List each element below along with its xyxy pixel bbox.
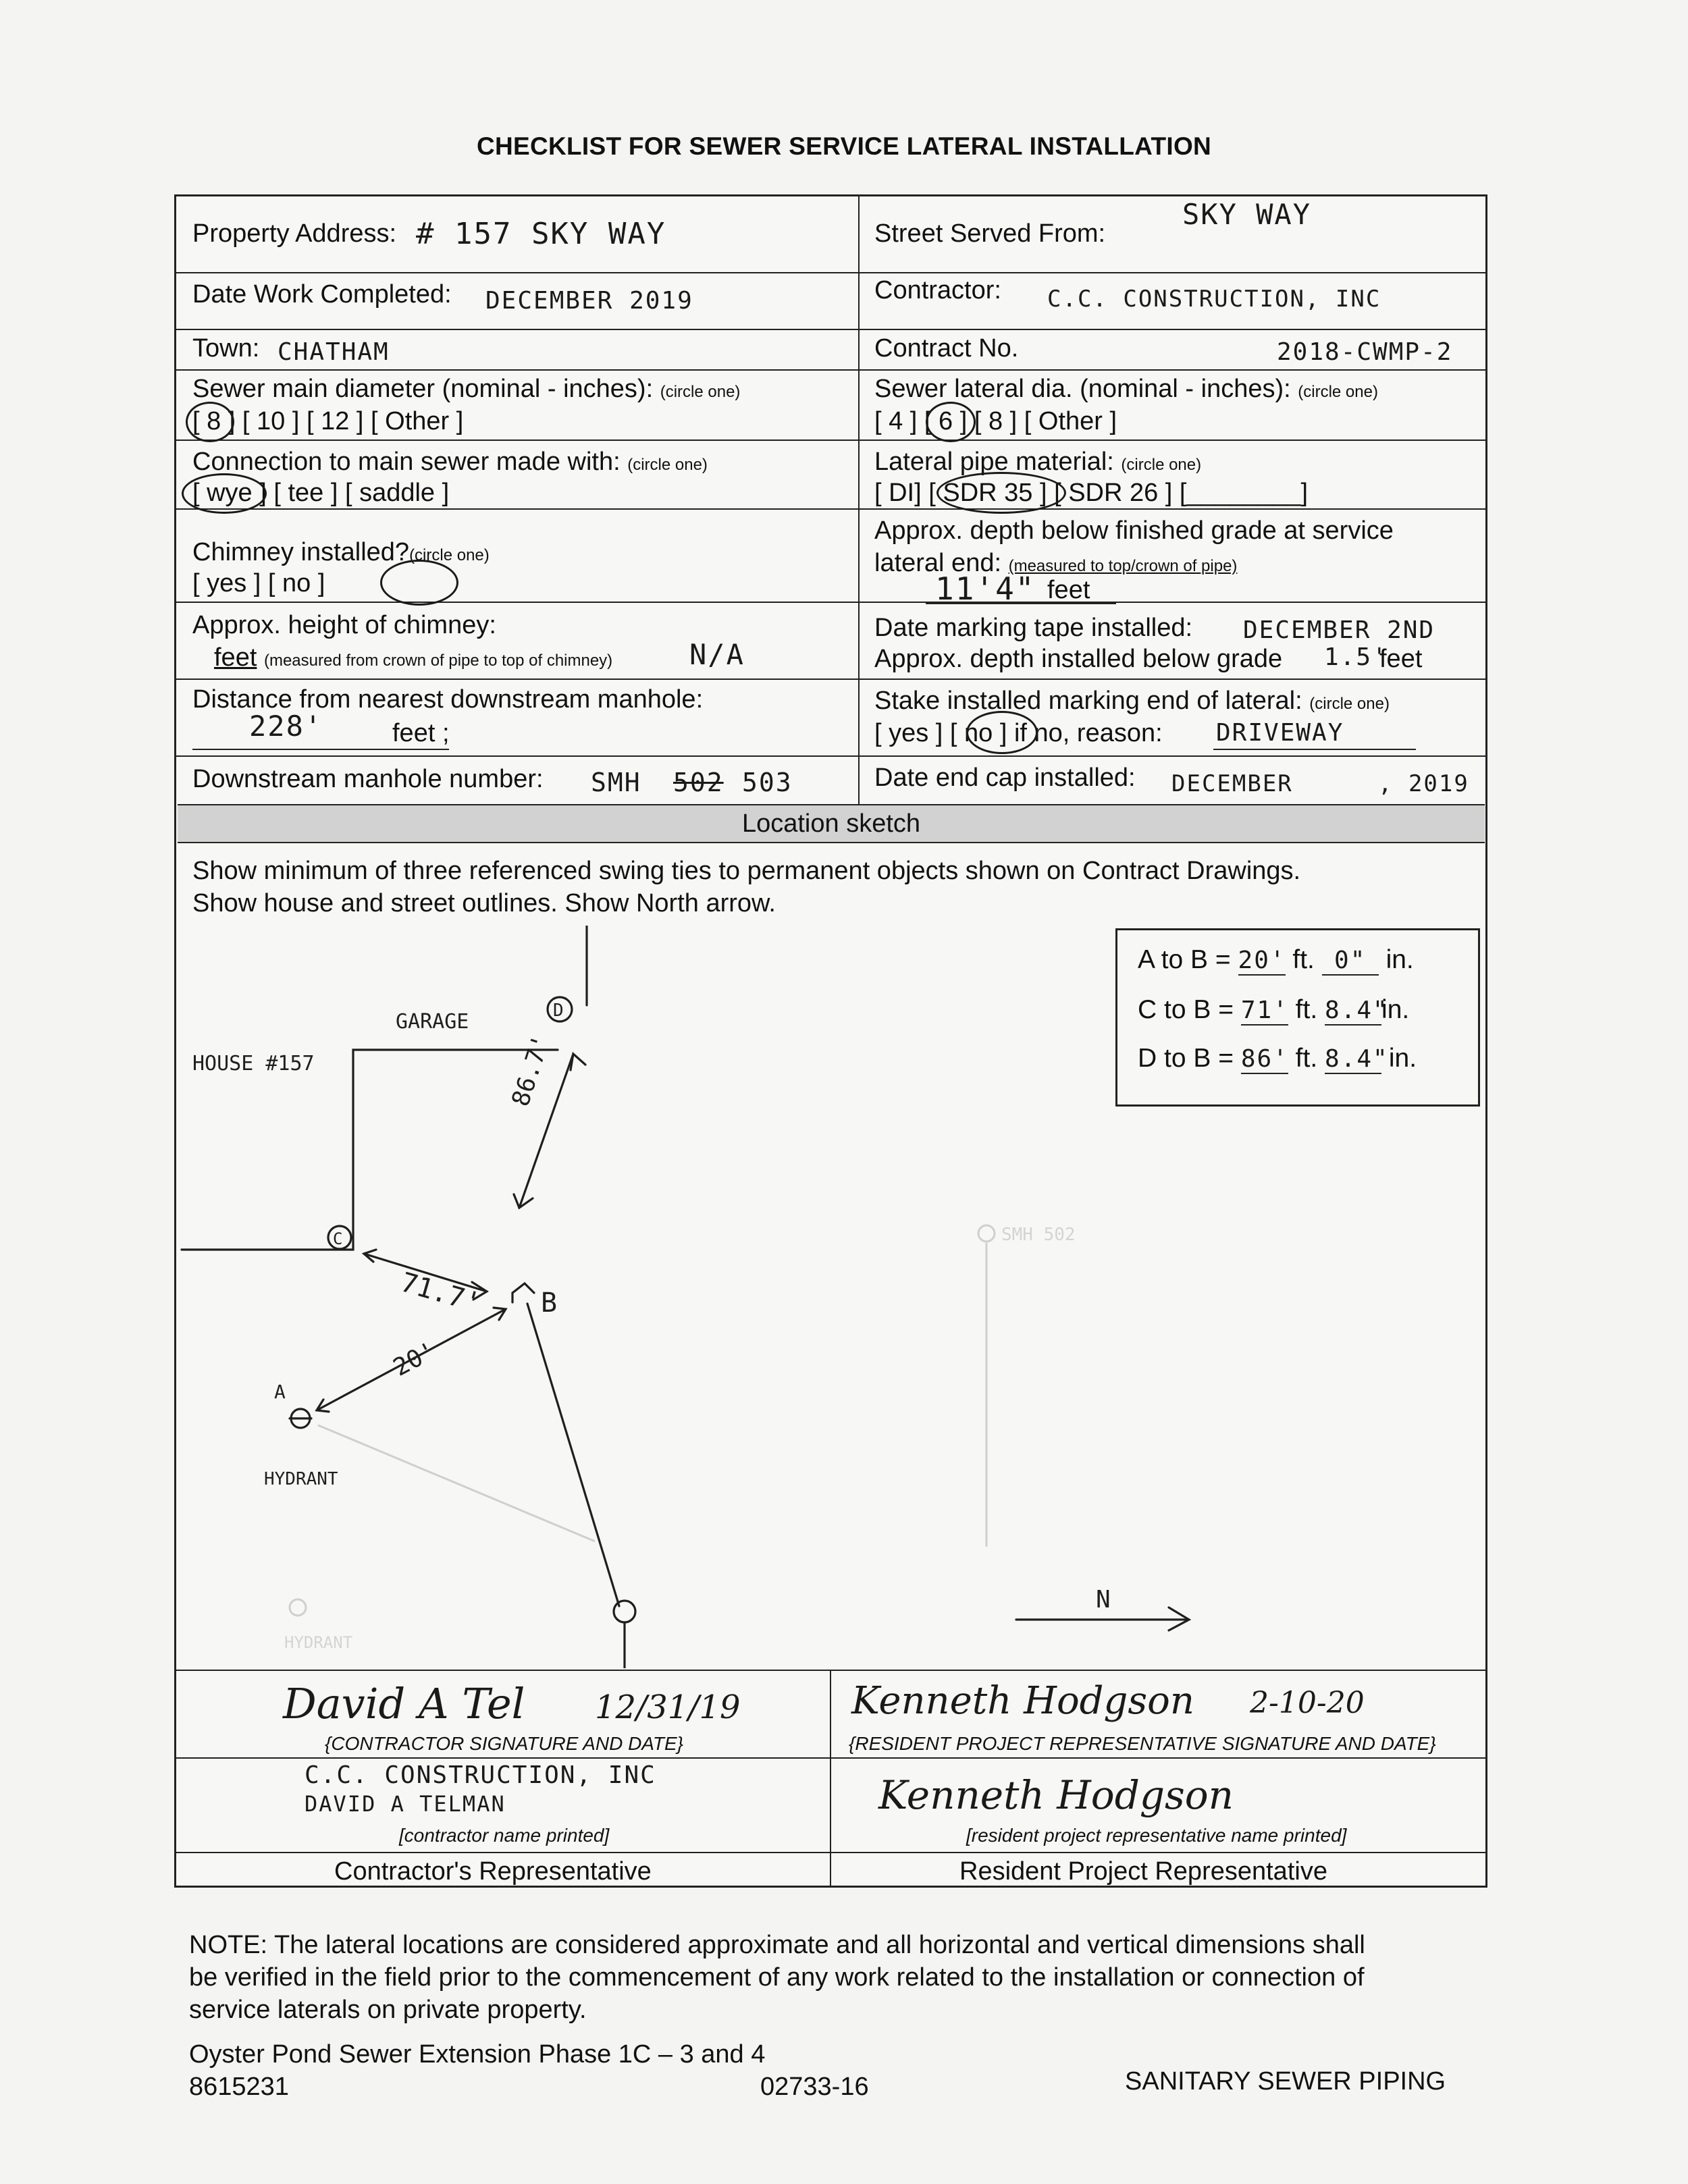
- contract-no-value: 2018-CWMP-2: [1277, 338, 1453, 366]
- tape-depth-value: 1.5': [1324, 643, 1388, 671]
- resident-signature: Kenneth Hodgson: [851, 1679, 1194, 1723]
- tie-d-to-b: [1138, 1044, 1417, 1074]
- row-divider: [176, 369, 1486, 371]
- point-a-label: A: [274, 1381, 286, 1403]
- sewer-lateral-dia-label: [874, 375, 1378, 404]
- contract-no-label: Contract No.: [874, 334, 1019, 363]
- chimney-height-value: N/A: [689, 638, 745, 671]
- resident-name-caption: [resident project representative name printed]: [966, 1825, 1347, 1846]
- row-divider: [176, 755, 1486, 757]
- tie-c-to-b: [1138, 995, 1409, 1026]
- contractor-signature-caption: {CONTRACTOR SIGNATURE AND DATE}: [325, 1733, 684, 1754]
- circle-one-note: (circle one): [660, 383, 741, 401]
- marking-tape-label: Date marking tape installed:: [874, 614, 1193, 642]
- row-divider: [176, 329, 1486, 330]
- chimney-height-label: Approx. height of chimney:: [192, 611, 496, 639]
- point-c-label: C: [333, 1229, 343, 1248]
- row-divider: [176, 678, 1486, 680]
- contractor-name-line2: DAVID A TELMAN: [305, 1791, 506, 1817]
- sketch-instruction-1: Show minimum of three referenced swing ties to permanent objects shown on Contract Drawings.: [192, 857, 1301, 885]
- tie-in-unit: in.: [1381, 995, 1410, 1024]
- tie-db-feet: 86': [1240, 1045, 1289, 1073]
- row-divider: [176, 272, 1486, 273]
- point-d-label: D: [553, 1001, 564, 1021]
- project-number: 8615231: [189, 2073, 289, 2101]
- point-b-label: B: [541, 1287, 558, 1319]
- circle-mark-6: [926, 402, 976, 442]
- tie-in-unit: in.: [1386, 945, 1414, 974]
- note-line-3: service laterals on private property.: [189, 1996, 587, 2024]
- marking-tape-value: DECEMBER 2ND: [1243, 616, 1435, 644]
- location-sketch-banner: Location sketch: [178, 804, 1485, 843]
- faded-manhole-symbol: [978, 1225, 995, 1242]
- resident-name-printed: Kenneth Hodgson: [878, 1772, 1234, 1818]
- form-title: CHECKLIST FOR SEWER SERVICE LATERAL INSTALLATION: [476, 132, 1212, 160]
- connection-text: Connection to main sewer made with:: [192, 448, 621, 476]
- chimney-height-row: [214, 643, 612, 672]
- stake-label: [874, 687, 1390, 716]
- lateral-end-text: lateral end:: [874, 549, 1002, 577]
- resident-representative-label: Resident Project Representative: [959, 1857, 1327, 1886]
- column-divider: [830, 1670, 831, 1886]
- circle-mark-no: [380, 560, 458, 606]
- end-cap-label: Date end cap installed:: [874, 764, 1136, 792]
- dim-d-b-label: 86.7': [506, 1032, 556, 1110]
- sewer-lateral-dia-options: [ 4 ] [ 6 ] [ 8 ] [ Other ]: [874, 407, 1117, 435]
- north-label: N: [1096, 1586, 1111, 1614]
- circle-one-note: (circle one): [409, 546, 490, 564]
- connection-options: [ wye ] [ tee ] [ saddle ]: [192, 479, 450, 507]
- tie-ab-inches: 0": [1322, 947, 1379, 976]
- project-name: Oyster Pond Sewer Extension Phase 1C – 3 and 4: [189, 2040, 766, 2069]
- tie-ab-label: A to B =: [1138, 945, 1231, 974]
- service-depth-label: Approx. depth below finished grade at service: [874, 516, 1394, 545]
- lateral-material-label: [874, 448, 1201, 477]
- spec-section: 02733-16: [760, 2073, 869, 2101]
- manhole-number-label: Downstream manhole number:: [192, 765, 544, 793]
- sewer-main-diameter-label: [192, 375, 740, 404]
- row-divider: [176, 1852, 1486, 1853]
- sewer-main-diameter-text: Sewer main diameter (nominal - inches):: [192, 375, 654, 403]
- faded-manhole-label: SMH 502: [1001, 1225, 1076, 1245]
- resident-signature-date: 2-10-20: [1250, 1686, 1365, 1720]
- stake-options-text: [ yes ] [ no ]: [874, 719, 1007, 747]
- contractor-signature-date: 12/31/19: [595, 1688, 741, 1726]
- tie-ft-unit: ft.: [1295, 995, 1318, 1024]
- circle-mark-8: [186, 402, 234, 442]
- swing-ties-box: [1115, 928, 1480, 1107]
- tie-cb-feet: 71': [1240, 996, 1289, 1024]
- manhole-number-value: 503: [742, 768, 793, 797]
- property-address-value: # 157 SKY WAY: [416, 217, 666, 251]
- circle-mark-stake-no: [966, 711, 1038, 754]
- street-served-value: SKY WAY: [1182, 198, 1312, 231]
- contractor-value: C.C. CONSTRUCTION, INC: [1047, 286, 1381, 313]
- tie-ft-unit: ft.: [1292, 945, 1315, 974]
- column-divider: [858, 196, 860, 804]
- chimney-options: [ yes ] [ no ]: [192, 569, 325, 597]
- service-depth-value: 11'4": [935, 570, 1036, 607]
- connection-label: [192, 448, 708, 477]
- underline: [1213, 749, 1416, 750]
- sewer-main-diameter-options: [ 8 ] [ 10 ] [ 12 ] [ Other ]: [192, 407, 464, 435]
- circle-one-note: (circle one): [1121, 456, 1202, 474]
- row-divider: [176, 1757, 1486, 1759]
- faded-hydrant-symbol: [290, 1599, 306, 1616]
- lateral-material-options: [ DI] [ SDR 35 ] [ SDR 26 ] [________]: [874, 479, 1309, 507]
- house-label: HOUSE #157: [192, 1052, 315, 1075]
- end-cap-value: DECEMBER: [1171, 770, 1293, 797]
- chimney-text: Chimney installed?: [192, 538, 410, 566]
- manhole-prefix: SMH: [591, 768, 641, 797]
- underline: [926, 603, 1116, 604]
- hydrant-label: HYDRANT: [264, 1469, 338, 1489]
- chimney-label: [192, 538, 490, 567]
- underline: [192, 749, 449, 750]
- garage-label: GARAGE: [396, 1010, 469, 1034]
- tape-depth-unit: feet: [1379, 645, 1423, 673]
- chimney-height-note: (measured from crown of pipe to top of chimney): [263, 651, 613, 670]
- town-value: CHATHAM: [278, 338, 390, 366]
- tie-ft-unit: ft.: [1295, 1044, 1318, 1073]
- contractor-signature: David A Tel: [283, 1679, 525, 1728]
- circle-mark-sdr35: [937, 472, 1066, 514]
- spec-category: SANITARY SEWER PIPING: [1125, 2067, 1446, 2096]
- row-divider: [176, 440, 1486, 441]
- sewer-lateral-dia-text: Sewer lateral dia. (nominal - inches):: [874, 375, 1291, 403]
- property-address-label: Property Address:: [192, 219, 397, 248]
- resident-signature-caption: {RESIDENT PROJECT REPRESENTATIVE SIGNATURE AND DATE}: [849, 1733, 1436, 1754]
- tie-db-inches: 8.4": [1325, 1045, 1389, 1073]
- lateral-material-text: Lateral pipe material:: [874, 448, 1114, 476]
- tie-cb-inches: 8.4": [1325, 996, 1389, 1024]
- distance-label: Distance from nearest downstream manhole:: [192, 685, 704, 714]
- service-depth-label2: [874, 549, 1237, 578]
- distance-value: 228': [249, 710, 323, 743]
- date-work-completed-label: Date Work Completed:: [192, 280, 452, 309]
- circle-one-note: (circle one): [1298, 383, 1378, 401]
- circle-one-note: (circle one): [1309, 695, 1390, 713]
- tie-in-unit: in.: [1388, 1044, 1417, 1073]
- dim-c-b-label: 71.7': [397, 1267, 484, 1319]
- tie-a-to-b: [1138, 945, 1414, 976]
- distance-unit: feet ;: [392, 719, 450, 747]
- lateral-end-marker: [512, 1283, 534, 1302]
- note-line-2: be verified in the field prior to the commencement of any work related to the installation or connection of: [189, 1963, 1365, 1992]
- house-outline: [182, 1050, 558, 1250]
- faded-line: [318, 1425, 595, 1541]
- circle-mark-wye: [182, 473, 267, 514]
- tie-db-label: D to B =: [1138, 1044, 1234, 1073]
- chimney-height-unit: feet: [214, 643, 257, 672]
- row-divider: [176, 508, 1486, 510]
- row-divider: [176, 1670, 1486, 1671]
- contractor-representative-label: Contractor's Representative: [334, 1857, 652, 1886]
- row-divider: [176, 602, 1486, 603]
- lateral-pipe-line: [527, 1304, 619, 1606]
- stake-reason-label: if no, reason:: [1013, 719, 1163, 747]
- tie-cb-label: C to B =: [1138, 995, 1234, 1024]
- contractor-name-line1: C.C. CONSTRUCTION, INC: [305, 1761, 656, 1789]
- town-label: Town:: [192, 334, 260, 363]
- note-line-1: NOTE: The lateral locations are considered approximate and all horizontal and vertical dimensions shall: [189, 1931, 1365, 1959]
- date-work-completed-value: DECEMBER 2019: [485, 287, 693, 315]
- contractor-label: Contractor:: [874, 276, 1001, 304]
- arrow-head-d: [571, 1054, 585, 1070]
- tape-depth-label: Approx. depth installed below grade: [874, 645, 1283, 673]
- dim-a-b-label: 20': [388, 1337, 441, 1382]
- sketch-instruction-2: Show house and street outlines. Show North arrow.: [192, 889, 776, 917]
- tie-ab-feet: 20': [1238, 947, 1286, 974]
- circle-one-note: (circle one): [627, 456, 708, 474]
- contractor-name-caption: [contractor name printed]: [399, 1825, 610, 1846]
- end-cap-year: , 2019: [1378, 770, 1469, 797]
- stake-reason-value: DRIVEWAY: [1216, 719, 1344, 747]
- manhole-struck-number: 502: [673, 768, 724, 797]
- manhole-symbol: [614, 1601, 635, 1622]
- street-served-label: Street Served From:: [874, 219, 1106, 248]
- service-depth-unit: feet: [1047, 576, 1090, 604]
- depth-note: (measured to top/crown of pipe): [1008, 557, 1238, 575]
- faded-hydrant-label: HYDRANT: [284, 1633, 353, 1652]
- stake-text: Stake installed marking end of lateral:: [874, 687, 1302, 715]
